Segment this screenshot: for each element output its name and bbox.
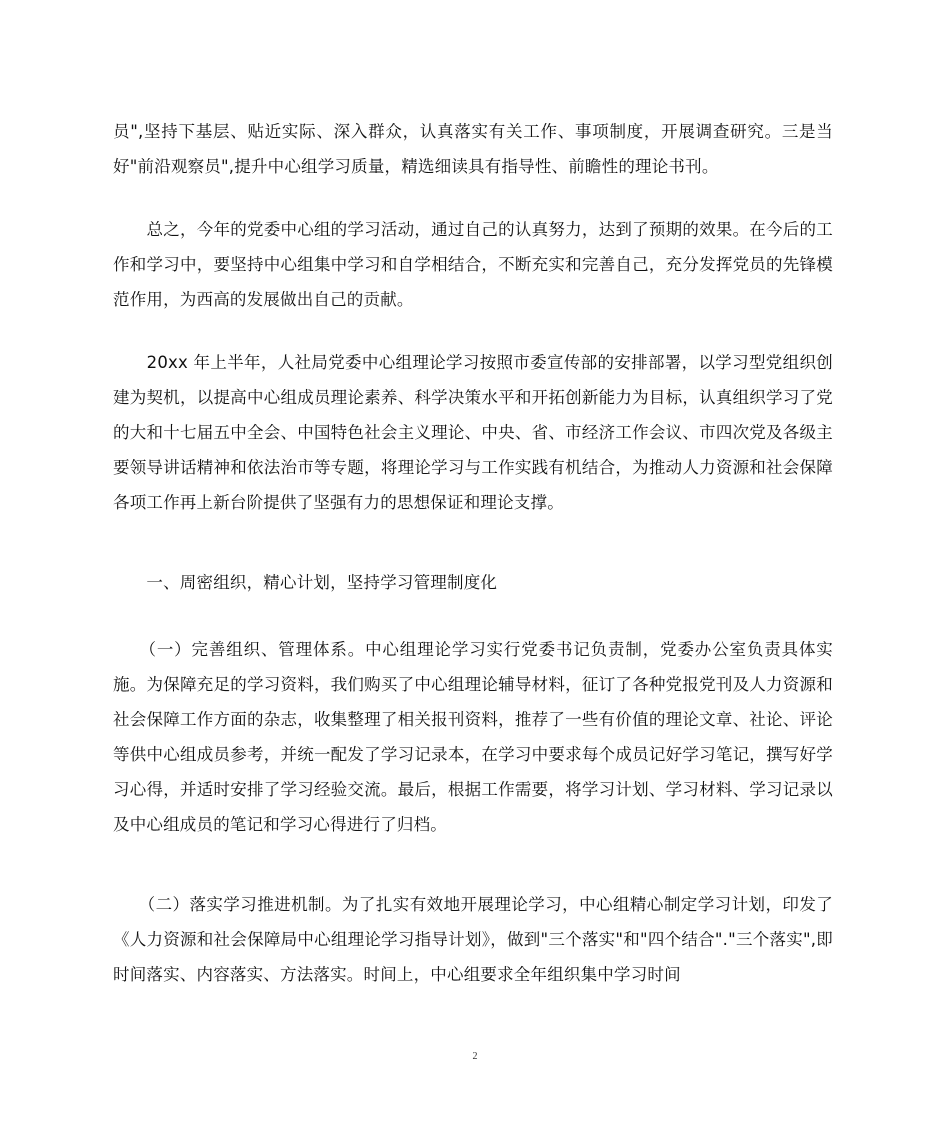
section-heading: 一、周密组织，精心计划，坚持学习管理制度化 <box>113 573 498 592</box>
paragraph-continuation: 员",坚持下基层、贴近实际、深入群众，认真落实有关工作、事项制度，开展调查研究。三是当好"前沿观察员",提升中心组学习质量，精选细读具有指导性、前瞻性的理论书刊。 <box>113 122 833 176</box>
paragraph-summary: 总之，今年的党委中心组的学习活动，通过自己的认真努力，达到了预期的效果。在今后的工作和学习中，要坚持中心组集中学习和自学相结合，不断充实和完善自己，充分发挥党员的先锋模范作用，为西高的发展做出自己的贡献。 <box>113 220 833 309</box>
page-number: 2 <box>472 1051 478 1062</box>
paragraph-subsection-1: （一）完善组织、管理体系。中心组理论学习实行党委书记负责制，党委办公室负责具体实施。为保障充足的学习资料，我们购买了中心组理论辅导材料，征订了各种党报党刊及人力资源和社会保障工作方面的杂志，收集整理了相关报刊资料，推荐了一些有价值的理论文章、社论、评论等供中心组成员参考，并统一配发了学习记录本，在学习中要求每个成员记好学习笔记，撰写好学习心得，并适时安排了学习经验交流。最后，根据工作需要，将学习计划、学习材料、学习记录以及中心组成员的笔记和学习心得进行了归档。 <box>113 640 833 834</box>
paragraph-intro: 20xx 年上半年，人社局党委中心组理论学习按照市委宣传部的安排部署，以学习型党组织创建为契机，以提高中心组成员理论素养、科学决策水平和开拓创新能力为目标，认真组织学习了党的大和十七届五中全会、中国特色社会主义理论、中央、省、市经济工作会议、市四次党及各级主要领导讲话精神和依法治市等专题，将理论学习与工作实践有机结合，为推动人力资源和社会保障各项工作再上新台阶提供了坚强有力的思想保证和理论支撑。 <box>113 353 833 512</box>
paragraph-subsection-2: （二）落实学习推进机制。为了扎实有效地开展理论学习，中心组精心制定学习计划，印发了《人力资源和社会保障局中心组理论学习指导计划》，做到"三个落实"和"四个结合"."三个落实",即时间落实、内容落实、方法落实。时间上，中心组要求全年组织集中学习时间 <box>113 895 833 984</box>
